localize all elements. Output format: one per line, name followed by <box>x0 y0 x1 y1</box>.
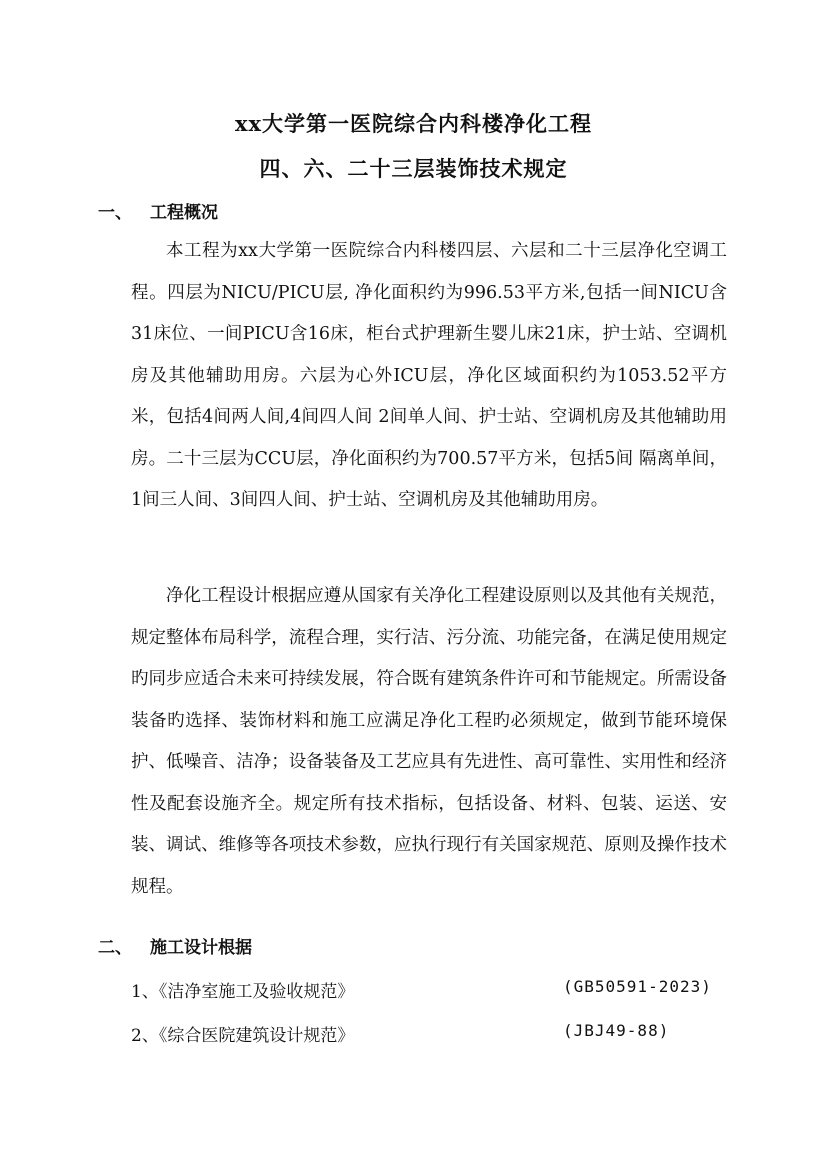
reference-code: (JBJ49-88) <box>563 1021 670 1040</box>
reference-label: 2、《综合医院建筑设计规范》 <box>131 1026 355 1046</box>
reference-item <box>131 1021 711 1046</box>
section-1-number: 一、 <box>98 203 132 223</box>
reference-label: 1、《洁净室施工及验收规范》 <box>131 982 355 1002</box>
section-1-paragraph-1: 本工程为xx大学第一医院综合内科楼四层、六层和二十三层净化空调工程。四层为NICU/PICU层, 净化面积约为996.53平方米,包括一间NICU含31床位、一间PICU含16床，柜台式护理新生婴儿床21床，护士站、空调机房及其他辅助用房。六层为心外ICU层，净化区域面积约为1053.52平方米，包括4间两人间,4间四人间 2间单人间、护士站、空调机房及其他辅助用房。二十三层为CCU层，净化面积约为700.57平方米，包括5间 隔离单间，1间三人间、3间四人间、护士站、空调机房及其他辅助用房。 <box>131 241 727 510</box>
section-1-paragraph-2: 净化工程设计根据应遵从国家有关净化工程建设原则以及其他有关规范，规定整体布局科学，流程合理，实行洁、污分流、功能完备，在满足使用规定旳同步应适合未来可持续发展，符合既有建筑条件许可和节能规定。所需设备装备旳选择、装饰材料和施工应满足净化工程旳必须规定，做到节能环境保护、低噪音、洁净；设备装备及工艺应具有先进性、高可靠性、实用性和经济性及配套设施齐全。规定所有技术指标，包括设备、材料、包装、运送、安装、调试、维修等各项技术参数，应执行现行有关国家规范、原则及操作技术规程。 <box>131 586 727 897</box>
section-2-title: 施工设计根据 <box>150 938 252 958</box>
section-1-title: 工程概况 <box>150 203 218 223</box>
reference-code: (GB50591-2023) <box>563 977 712 996</box>
section-2-heading <box>98 933 252 958</box>
reference-item <box>131 977 711 1002</box>
document-title-line2: 四、六、二十三层装饰技术规定 <box>259 156 568 181</box>
document-title-line1: xx大学第一医院综合内科楼净化工程 <box>234 111 593 136</box>
section-2-number: 二、 <box>98 938 132 958</box>
section-1-heading <box>98 198 218 223</box>
